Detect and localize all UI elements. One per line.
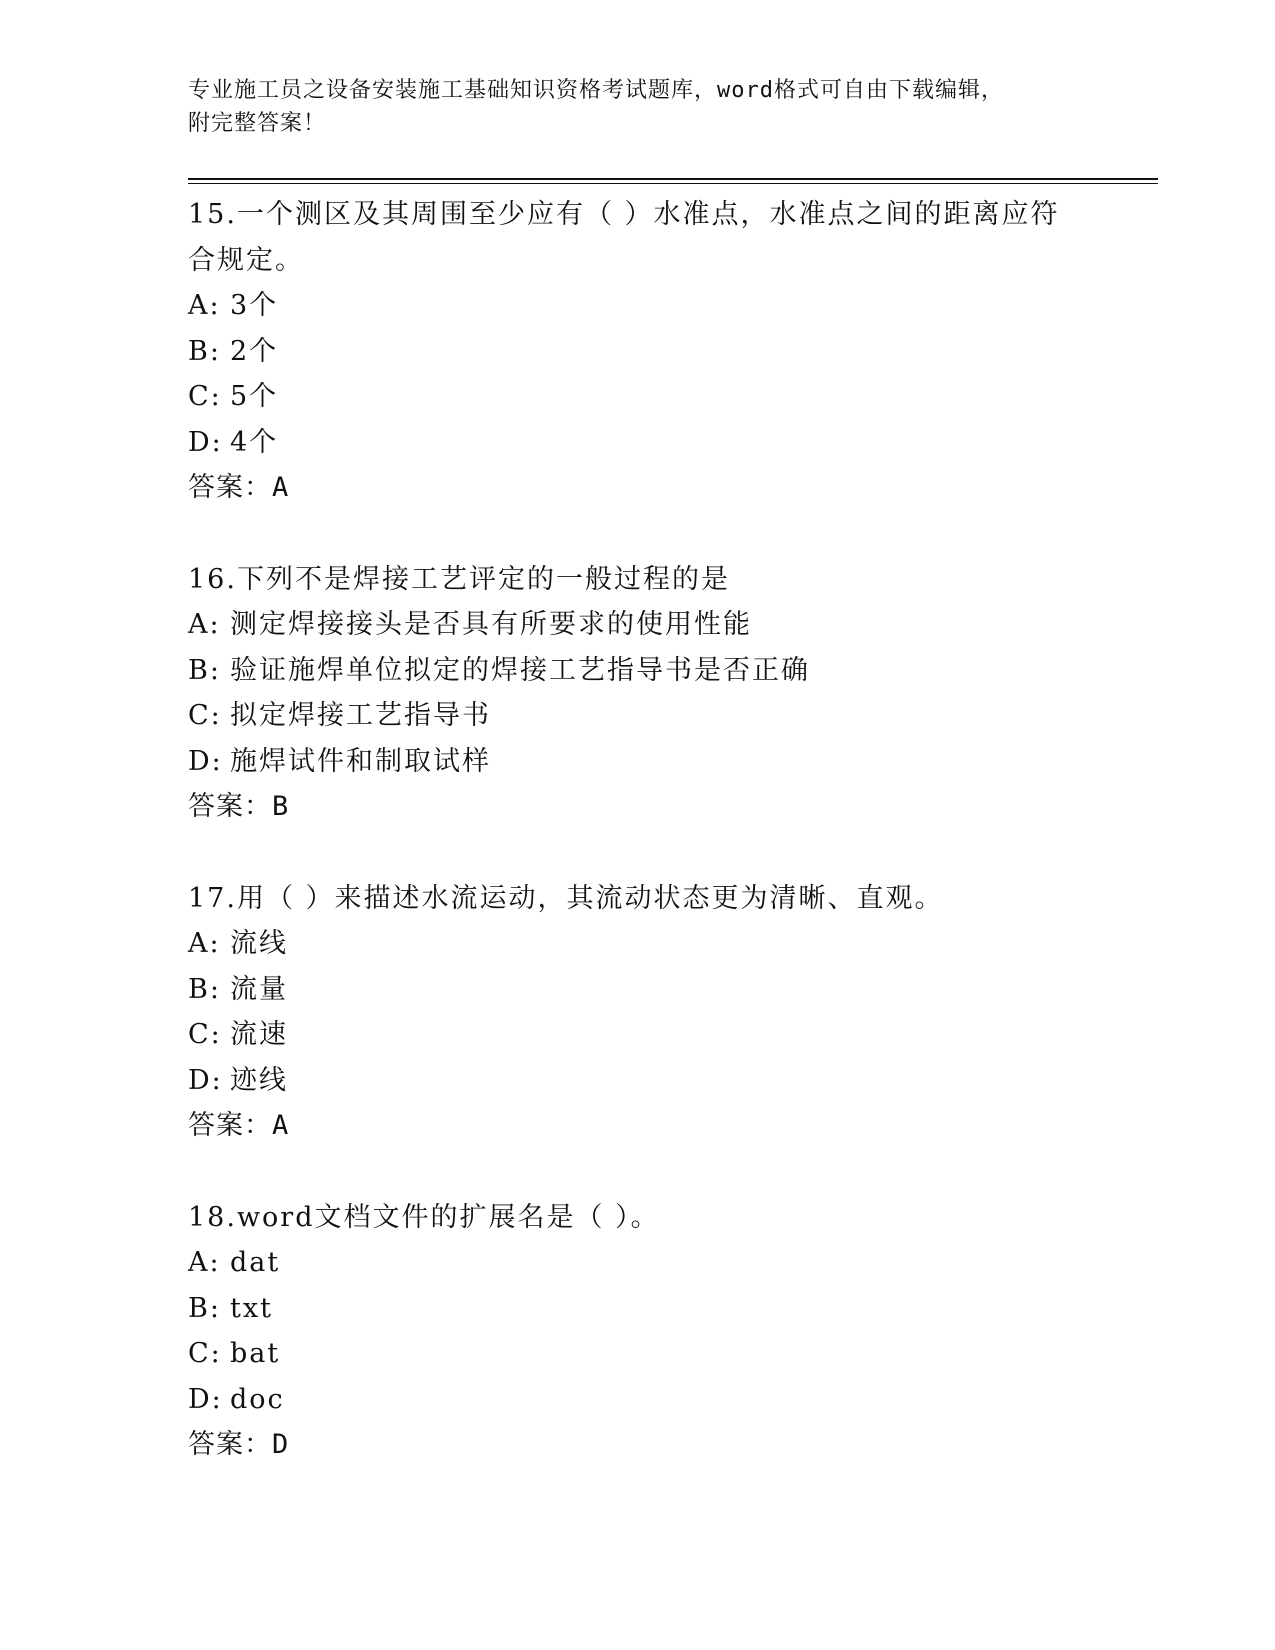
option-text: txt (230, 1292, 273, 1324)
option-a (188, 921, 1088, 967)
option-text: 流速 (230, 1019, 288, 1050)
option-text: 施焊试件和制取试样 (230, 745, 491, 777)
option-d (188, 739, 1088, 785)
header-line-2: 附完整答案！ (188, 111, 327, 136)
option-letter: D: (188, 1064, 223, 1096)
option-text: 流量 (230, 973, 288, 1005)
option-letter: B: (188, 973, 221, 1005)
option-letter: D: (188, 745, 223, 777)
question-16 (188, 557, 1088, 830)
option-letter: D: (188, 426, 223, 458)
option-a (188, 283, 1088, 329)
answer-line: 答案：B (188, 791, 290, 822)
option-text: 流线 (230, 928, 288, 959)
option-text: 5个 (230, 381, 279, 412)
question-list (188, 192, 1088, 1514)
option-a (188, 602, 1088, 648)
option-letter: A: (188, 609, 221, 640)
option-b (188, 329, 1088, 375)
option-text: doc (230, 1383, 285, 1415)
option-text: bat (230, 1338, 281, 1369)
answer-line: 答案：A (188, 1110, 290, 1141)
question-15 (188, 192, 1088, 511)
option-text: dat (230, 1247, 281, 1278)
option-letter: B: (188, 1292, 221, 1324)
option-b (188, 1286, 1088, 1332)
option-text: 4个 (230, 426, 279, 458)
option-text: 测定焊接接头是否具有所要求的使用性能 (230, 609, 752, 640)
question-17 (188, 876, 1088, 1149)
option-letter: A: (188, 928, 221, 959)
option-letter: B: (188, 335, 221, 367)
question-stem: 15.一个测区及其周围至少应有（ ）水准点，水准点之间的距离应符合规定。 (188, 199, 1060, 276)
option-a (188, 1240, 1088, 1286)
document-header (188, 74, 1088, 140)
option-letter: A: (188, 1247, 221, 1278)
option-c (188, 1331, 1088, 1377)
option-c (188, 1012, 1088, 1058)
answer-line: 答案：A (188, 472, 290, 503)
option-d (188, 420, 1088, 466)
answer-line: 答案：D (188, 1429, 290, 1460)
header-divider-thick (188, 178, 1158, 180)
option-d (188, 1058, 1088, 1104)
option-text: 拟定焊接工艺指导书 (230, 700, 491, 731)
question-stem: 18.word文档文件的扩展名是（ ）。 (188, 1201, 660, 1233)
option-text: 2个 (230, 335, 279, 367)
option-letter: C: (188, 700, 222, 731)
option-letter: D: (188, 1383, 223, 1415)
option-letter: B: (188, 654, 221, 686)
header-line-1: 专业施工员之设备安装施工基础知识资格考试题库，word格式可自由下载编辑， (188, 78, 1004, 103)
option-d (188, 1377, 1088, 1423)
header-divider-thin (188, 183, 1158, 184)
option-letter: C: (188, 381, 222, 412)
question-stem: 16.下列不是焊接工艺评定的一般过程的是 (188, 563, 730, 595)
option-c (188, 693, 1088, 739)
option-letter: C: (188, 1019, 222, 1050)
option-text: 验证施焊单位拟定的焊接工艺指导书是否正确 (230, 654, 810, 686)
option-b (188, 967, 1088, 1013)
option-text: 3个 (230, 290, 279, 321)
option-c (188, 374, 1088, 420)
question-stem: 17.用（ ）来描述水流运动，其流动状态更为清晰、直观。 (188, 882, 944, 914)
option-letter: A: (188, 290, 221, 321)
option-b (188, 648, 1088, 694)
option-letter: C: (188, 1338, 222, 1369)
option-text: 迹线 (230, 1064, 288, 1096)
question-18 (188, 1195, 1088, 1468)
